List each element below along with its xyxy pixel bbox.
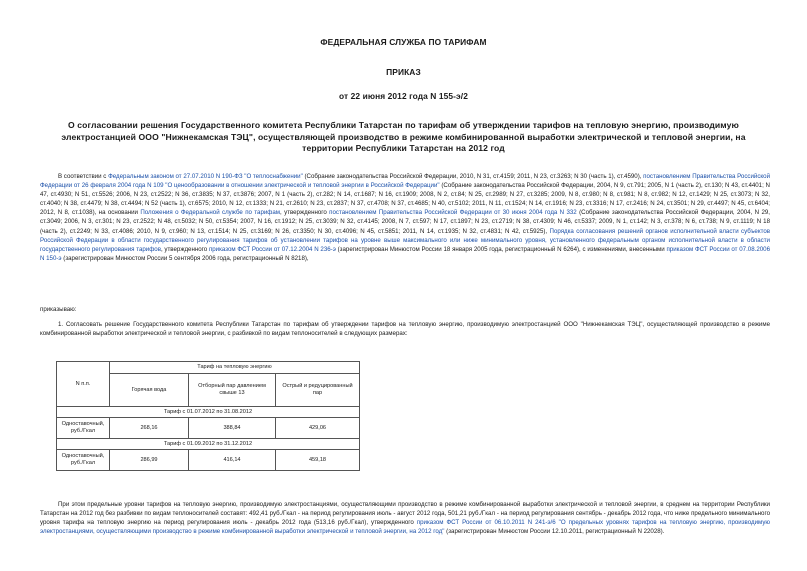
document-title: О согласовании решения Государственного комитета Республики Татарстан по тарифам об утверждении тарифов на тепловую энергию, производимую электростанцией ООО "Нижнекамская ТЭЦ", осуществляющей производство в режиме комбинированной выработки электрической и тепловой энергии, на территории Республики Татарстан на 2012 год <box>61 120 746 153</box>
cell-sharp-steam: 459,18 <box>276 450 360 471</box>
document-type: ПРИКАЗ <box>386 67 421 77</box>
table-row <box>57 450 360 471</box>
column-header-number: N п.п. <box>57 362 110 407</box>
basis-text-3: (Собрание законодательства Российской Федерации, 2004, N 9, ст.791; 2005, N 1 (часть 2), ст.130; N 43, ст.4401; N 47, ст.4930; N 51, ст.5526; 2006, N 23, ст.2522; N 36, ст.3835; N 37, ст.3876; 2007, N 1 (часть 2), ст.282; N 14, ст.1687; N 16, ст.1909; 2008, N 2, ст.84; N 25, ст.2989; N 27, ст.3285; 2009, N 8, ст.980; N 8, ст.981; N 8, ст.982; N 12, ст.1429; N 25, ст.3073; N 32, ст.4040; N 38, ст.4479; N 38, ст.4494; N 52 (часть 1), ст.6575; 2010, N 12, ст.1333; N 21, ст.2610; N 23, ст.2837; N 37, ст.4708; N 37, ст.4685; N 40, ст.5102; 2011, N 11, ст.1524; N 14, ст.1916; N 23, ст.3316; N 17, ст.2416; N 24, ст.3501; N 29, ст.4497; N 45, ст.6404; 2012, N 8, ст.1038), на основании <box>40 182 770 217</box>
period-row-2: Тариф с 01.09.2012 по 31.12.2012 <box>57 439 360 450</box>
agency-name: ФЕДЕРАЛЬНАЯ СЛУЖБА ПО ТАРИФАМ <box>320 37 487 47</box>
closing-text-1: При этом предельные уровни тарифов на тепловую энергию, производимую электростанциями, осуществляющими производство в режиме комбинированной выработки электрической и тепловой энергии, в среднем на территории Республики Татарстан на 2012 год без разбивки по видам теплоносителей составят: 492,41 руб./Гкал - на период регулирования июль - август 2012 года, 501,21 руб./Гкал - на период регулирования сентябрь - декабрь 2012 года, что ниже предельного минимального уровня тарифа на тепловую энергию на период регулирования июль - декабрь 2012 года (513,16 руб./Гкал), утвержденного <box>40 501 770 527</box>
cell-hot-water: 268,16 <box>110 418 189 439</box>
column-group-header: Тариф на тепловую энергию <box>110 362 360 374</box>
link-government-resolution-109[interactable]: постановлением Правительства Российской Федерации от 26 февраля 2004 года N 109 "О ценообразовании в отношении электрической и тепловой энергии в Российской Федерации" <box>40 173 770 190</box>
cell-hot-water: 286,99 <box>110 450 189 471</box>
document-date-number: от 22 июня 2012 года N 155-э/2 <box>339 91 468 101</box>
order-item-1: 1. Согласовать решение Государственного комитета Республики Татарстан по тарифам об утверждении тарифов на тепловую энергию, производимую электростанцией ООО "Нижнекамская ТЭЦ", осуществляющей производство в режиме комбинированной выработки электрической и тепловой энергии, с разбивкой по видам теплоносителей в следующих размерах: <box>40 321 770 338</box>
link-fst-order-241[interactable]: приказом ФСТ России от 06.10.2011 N 241-э/6 "О предельных уровнях тарифов на тепловую энергию, производимую электростанциями, осуществляющими производство в режиме комбинированной выработки электрической и тепловой энергии, на 2012 год" <box>40 519 770 536</box>
link-fst-regulation[interactable]: Положения о Федеральной службе по тарифам <box>140 209 280 217</box>
row-category: Одноставочный, руб./Гкал <box>57 418 110 439</box>
column-header-hot-water: Горячая вода <box>110 374 189 407</box>
column-header-steam-13: Отборный пар давлением свыше 13 <box>189 374 276 407</box>
tariff-table <box>56 361 360 471</box>
basis-text-2: (Собрание законодательства Российской Федерации, 2010, N 31, ст.4159; 2011, N 23, ст.3263; N 30 (часть 1), ст.4590), <box>302 173 644 180</box>
column-header-sharp-steam: Острый и редуцированный пар <box>276 374 360 407</box>
cell-steam-13: 416,14 <box>189 450 276 471</box>
basis-text-6: , утвержденного <box>160 245 209 253</box>
cell-sharp-steam: 429,06 <box>276 418 360 439</box>
cell-steam-13: 388,84 <box>189 418 276 439</box>
basis-text-4: , утвержденного <box>280 209 330 217</box>
basis-text-8: (зарегистрирован Минюстом России 5 сентября 2006 года, регистрационный N 8218), <box>61 254 309 262</box>
row-category: Одноставочный, руб./Гкал <box>57 450 110 471</box>
link-approval-procedure[interactable]: Порядка согласования решений органов исполнительной власти субъектов Российской Федерации в области государственного регулирования тарифов об установлении тарифов на уровне выше максимального или ниже минимального уровня, установленного федеральным органом исполнительной власти в области государственного регулирования тарифов <box>40 227 770 253</box>
link-heat-supply-law[interactable]: Федеральным законом от 27.07.2010 N 190-ФЗ "О теплоснабжении" <box>108 173 303 180</box>
link-fst-order-150[interactable]: приказом ФСТ России от 07.08.2006 N 150-э <box>40 245 770 262</box>
order-word: приказываю: <box>40 306 77 313</box>
period-row-1: Тариф с 01.07.2012 по 31.08.2012 <box>57 407 360 418</box>
link-government-resolution-332[interactable]: постановлением Правительства Российской Федерации от 30 июня 2004 года N 332 <box>329 209 577 217</box>
basis-text-1: В соответствии с <box>58 173 109 180</box>
basis-text-5: (Собрание законодательства Российской Федерации, 2004, N 29, ст.3049; 2006, N 3, ст.301; N 23, ст.2522; N 48, ст.5032; N 50, ст.5354; 2007, N 16, ст.1912; N 25, ст.3039; N 32, ст.4145; 2008, N 7, ст.597; N 17, ст.1897; N 23, ст.2719; N 38, ст.4309; N 46, ст.5337; 2009, N 1, ст.142; N 3, ст.378; N 6, ст.738; N 9, ст.1119; N 18 (часть 2), ст.2249; N 33, ст.4086; 2010, N 9, ст.960; N 13, ст.1514; N 25, ст.3169; N 26, ст.3350; N 30, ст.4096; N 45, ст.5851; 2011, N 14, ст.1935; N 32, ст.4831; N 42, ст.5925), <box>40 209 770 235</box>
table-row <box>57 418 360 439</box>
legal-basis-paragraph <box>40 172 770 263</box>
closing-text-2: (зарегистрирован Минюстом России 12.10.2011, регистрационный N 22028). <box>444 528 665 536</box>
basis-text-7: (зарегистрирован Минюстом России 18 января 2005 года, регистрационный N 6264), с изменениями, внесенными <box>335 245 667 253</box>
closing-paragraph <box>40 500 770 536</box>
link-fst-order-236[interactable]: приказом ФСТ России от 07.12.2004 N 236-э <box>208 245 336 253</box>
